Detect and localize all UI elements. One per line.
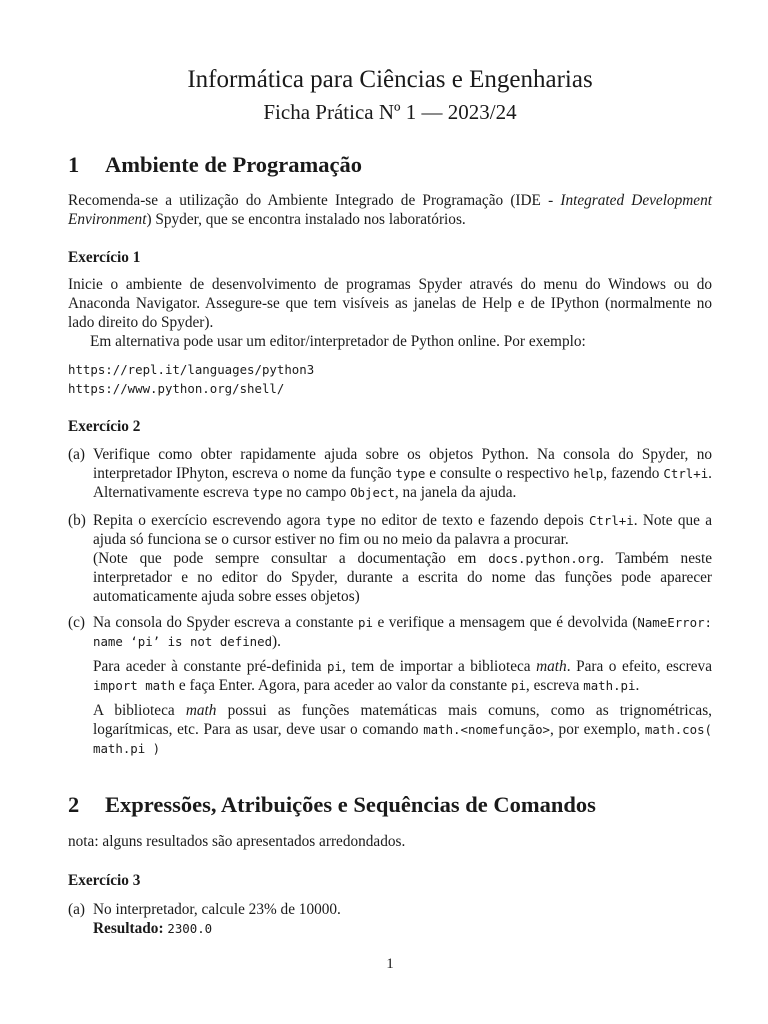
- italic-text: math: [185, 702, 217, 719]
- item-label: (b): [68, 512, 86, 529]
- exercise-heading: Exercício 3: [68, 872, 141, 889]
- intro-italic: Integrated Development Environment: [68, 192, 712, 228]
- exercise-heading: Exercício 1: [68, 249, 141, 266]
- document-subtitle: Ficha Prática Nº 1 — 2023/24: [263, 100, 517, 124]
- inline-code: type: [252, 485, 283, 500]
- italic-text: math: [536, 658, 567, 675]
- inline-code: NameError: name ‘pi’ is not defined: [93, 615, 712, 649]
- page-number: 1: [386, 956, 394, 972]
- exercise-1-body: [68, 275, 712, 351]
- item-label: (a): [68, 446, 85, 463]
- inline-code: type: [395, 466, 426, 481]
- paragraph: Na consola do Spyder escreva a constante pi e verifique a mensagem que é devolvida (NameError: name ‘pi’ is not defined).: [93, 614, 712, 650]
- item-label: (c): [68, 614, 85, 631]
- section-number: 1: [68, 152, 80, 177]
- inline-code: Ctrl+i: [663, 466, 709, 481]
- url-list: [68, 360, 712, 398]
- item-label: (a): [68, 901, 85, 918]
- section-heading-1: [68, 152, 362, 178]
- inline-code: pi: [358, 615, 373, 630]
- item-text: No interpretador, calcule 23% de 10000.: [93, 901, 341, 918]
- inline-code: math.cos( math.pi ): [93, 722, 712, 756]
- url-link[interactable]: https://www.python.org/shell/: [68, 381, 285, 396]
- document-title: Informática para Ciências e Engenharias: [187, 66, 593, 93]
- inline-code: Object: [350, 485, 395, 500]
- inline-code: Ctrl+i: [588, 513, 634, 528]
- inline-code: math.<nomefunção>: [423, 722, 551, 737]
- exercise-heading: Exercício 2: [68, 418, 141, 435]
- section-heading-2: [68, 792, 596, 818]
- list-item: [68, 445, 712, 502]
- result-label: Resultado:: [93, 920, 164, 937]
- section-title: Expressões, Atribuições e Sequências de Comandos: [105, 792, 596, 817]
- paragraph: Inicie o ambiente de desenvolvimento de programas Spyder através do menu do Windows ou do Anaconda Navigator. Assegure-se que tem visíveis as janelas de Help e de IPython (normalmente no lado direito do Spyder).: [68, 276, 712, 331]
- result-value: 2300.0: [167, 921, 213, 936]
- inline-code: docs.python.org: [488, 551, 601, 566]
- result-line: [93, 919, 712, 938]
- inline-code: import math: [93, 678, 176, 693]
- list-item: [68, 511, 712, 606]
- section-intro: [68, 191, 712, 229]
- inline-code: math.pi: [583, 678, 636, 693]
- item-body: [93, 613, 712, 758]
- paragraph: Em alternativa pode usar um editor/interpretador de Python online. Por exemplo:: [90, 333, 586, 350]
- inline-code: help: [573, 466, 604, 481]
- list-item: [68, 613, 712, 758]
- item-body: [93, 900, 712, 938]
- section-number: 2: [68, 792, 80, 817]
- section-note: nota: alguns resultados são apresentados arredondados.: [68, 833, 406, 850]
- item-body: Repita o exercício escrevendo agora type no editor de texto e fazendo depois Ctrl+i. Note que a ajuda só funciona se o cursor estiver no fim ou no meio da palavra a procurar. (Note que pode sempre consultar a documentação em docs.python.org. Também neste interpretador e no editor do Spyder, durante a escrita do nome das funções pode aparecer automaticamente ajuda sobre esses objetos): [93, 512, 712, 605]
- section-title: Ambiente de Programação: [105, 152, 363, 177]
- inline-code: pi: [327, 659, 342, 674]
- inline-code: type: [325, 513, 356, 528]
- list-item: [68, 900, 712, 938]
- intro-text: Recomenda-se a utilização do Ambiente Integrado de Programação (IDE -: [68, 192, 561, 209]
- url-link[interactable]: https://repl.it/languages/python3: [68, 362, 315, 377]
- paragraph: A biblioteca math possui as funções matemáticas mais comuns, como as trignométricas, logarítmicas, etc. Para as usar, deve usar o comando math.<nomefunção>, por exemplo, math.cos( math.pi ): [93, 702, 712, 756]
- intro-text-end: ) Spyder, que se encontra instalado nos laboratórios.: [146, 211, 466, 228]
- document-page: [68, 0, 712, 1024]
- paragraph: Para aceder à constante pré-definida pi, tem de importar a biblioteca math. Para o efeito, escreva import math e faça Enter. Agora, para aceder ao valor da constante pi, escreva math.pi.: [93, 658, 712, 694]
- item-body: Verifique como obter rapidamente ajuda sobre os objetos Python. Na consola do Spyder, no interpretador IPhyton, escreva o nome da função type e consulte o respectivo help, fazendo Ctrl+i. Alternativamente escreva type no campo Object, na janela da ajuda.: [93, 446, 712, 501]
- inline-code: pi: [511, 678, 526, 693]
